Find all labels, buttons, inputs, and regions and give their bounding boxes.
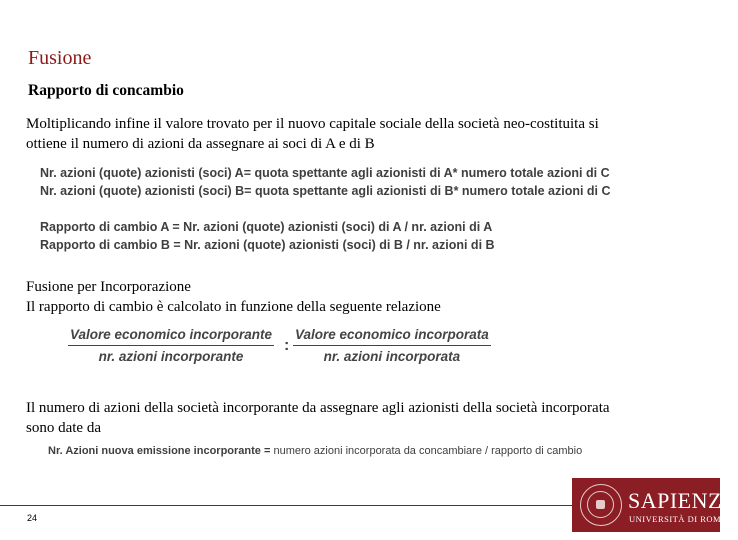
fraction-incorporante bbox=[68, 327, 274, 364]
nuova-emissione-formula-label: Nr. Azioni nuova emissione incorporante = bbox=[48, 445, 271, 457]
incorporazione-heading: Fusione per Incorporazione bbox=[26, 279, 191, 295]
formula-b: Nr. azioni (quote) azionisti (soci) B= quota spettante agli azionisti di B* numero totale azioni di C bbox=[40, 184, 611, 198]
incorporazione-section bbox=[26, 277, 441, 317]
intro-paragraph bbox=[26, 114, 599, 154]
ratio-a: Rapporto di cambio A = Nr. azioni (quote) azionisti (soci) di A / nr. azioni di A bbox=[40, 220, 493, 234]
ratio-b: Rapporto di cambio B = Nr. azioni (quote) azionisti (soci) di B / nr. azioni di B bbox=[40, 238, 495, 252]
intro-line-2: ottiene il numero di azioni da assegnare ai soci di A e di B bbox=[26, 136, 375, 152]
fraction-incorporata bbox=[293, 327, 491, 364]
sapienza-logo bbox=[572, 478, 738, 532]
nuova-emissione-line-1: Il numero di azioni della società incorporante da assegnare agli azionisti della società incorporata bbox=[26, 400, 610, 416]
university-seal-icon bbox=[580, 484, 622, 526]
nuova-emissione-line-2: sono date da bbox=[26, 420, 101, 436]
fraction-incorporata-denominator: nr. azioni incorporata bbox=[323, 349, 461, 364]
fraction-incorporante-numerator: Valore economico incorporante bbox=[68, 327, 274, 346]
slide-title: Fusione bbox=[28, 47, 92, 69]
logo-name: SAPIENZA bbox=[628, 488, 738, 513]
fraction-separator: : bbox=[284, 337, 290, 354]
slide-subtitle: Rapporto di concambio bbox=[28, 82, 184, 99]
footer-divider bbox=[0, 505, 572, 506]
nuova-emissione-formula-value: numero azioni incorporata da concambiare / rapporto di cambio bbox=[273, 445, 583, 457]
intro-line-1: Moltiplicando infine il valore trovato per il nuovo capitale sociale della società neo-costituita si bbox=[26, 116, 599, 132]
nuova-emissione-formula bbox=[48, 445, 582, 457]
nuova-emissione-paragraph bbox=[26, 398, 610, 438]
logo-subtitle: UNIVERSITÀ DI ROMA bbox=[629, 514, 728, 524]
page-number: 24 bbox=[27, 513, 38, 523]
formula-a: Nr. azioni (quote) azionisti (soci) A= quota spettante agli azionisti di A* numero totale azioni di C bbox=[40, 166, 610, 180]
incorporazione-text: Il rapporto di cambio è calcolato in funzione della seguente relazione bbox=[26, 299, 441, 315]
fraction-incorporante-denominator: nr. azioni incorporante bbox=[98, 349, 244, 364]
fraction-incorporata-numerator: Valore economico incorporata bbox=[293, 327, 491, 346]
